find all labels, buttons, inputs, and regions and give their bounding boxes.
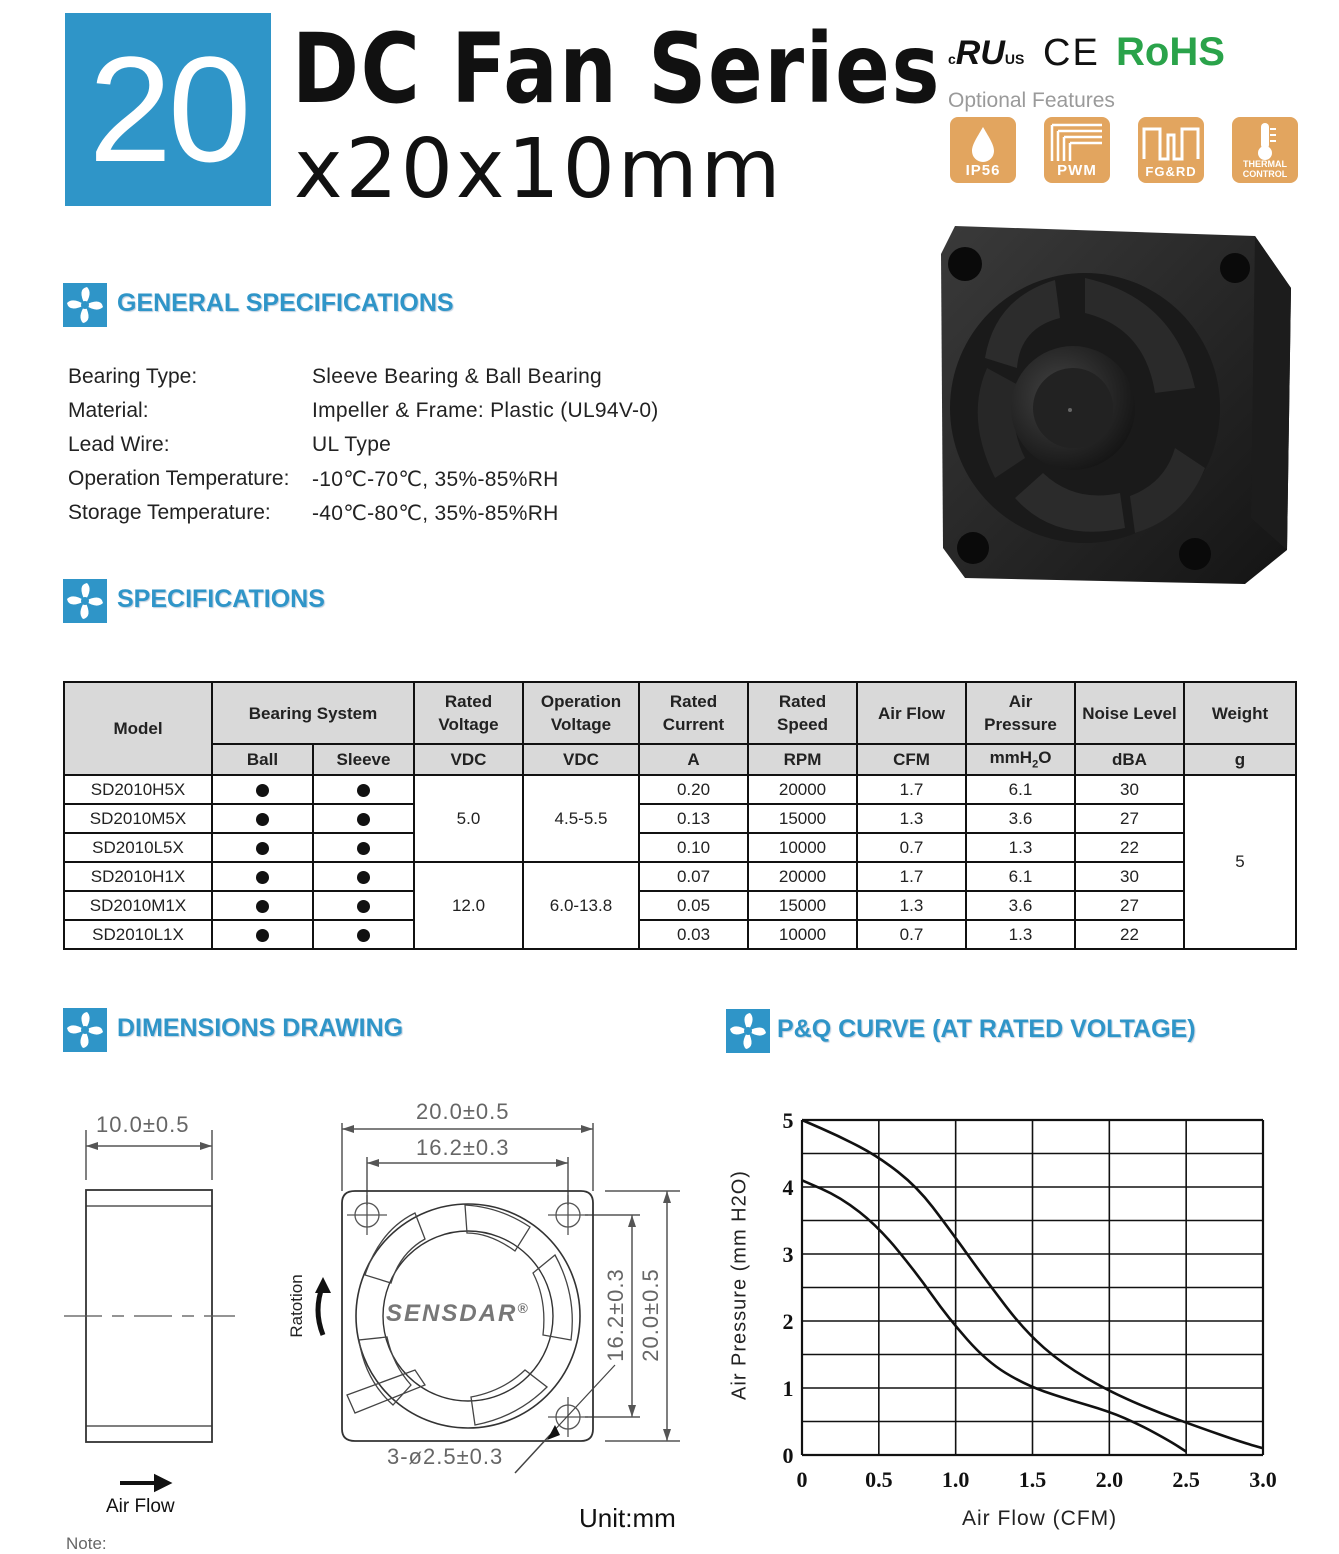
feature-thermal-control: THERMAL CONTROL [1232, 117, 1298, 183]
op-voltage-12v: 6.0-13.8 [523, 862, 639, 949]
bullet-icon [256, 871, 269, 884]
header-noise-level: Noise Level [1075, 682, 1184, 744]
ul-certification: cRUUS [948, 34, 1025, 72]
fan-icon [726, 1009, 770, 1053]
rated-voltage-5v: 5.0 [414, 775, 523, 862]
bullet-icon [256, 929, 269, 942]
bullet-icon [357, 784, 370, 797]
header-weight: Weight [1184, 682, 1296, 744]
hole-spacing-dimension: 16.2±0.3 [416, 1135, 510, 1160]
section-general-specifications [63, 283, 523, 327]
table-row: SD2010H1X 12.0 6.0-13.8 0.07 20000 1.7 6.1 30 [64, 862, 1296, 891]
rated-voltage-12v: 12.0 [414, 862, 523, 949]
section-title: DIMENSIONS DRAWING [117, 1014, 404, 1042]
hole-spacing-vertical-dimension: 16.2±0.3 [603, 1268, 628, 1362]
size-badge: 20 [65, 13, 271, 206]
section-title: GENERAL SPECIFICATIONS [117, 289, 454, 317]
fan-icon [63, 1008, 107, 1052]
op-voltage-5v: 4.5-5.5 [523, 775, 639, 862]
chart-x-label: Air Flow (CFM) [962, 1507, 1118, 1530]
y-tick-label: 0 [782, 1443, 794, 1468]
outer-height-dimension: 20.0±0.5 [638, 1268, 663, 1362]
bullet-icon [357, 842, 370, 855]
side-view-drawing [60, 1100, 250, 1500]
feature-fgrd: FG&RD [1138, 117, 1204, 183]
header-operation-voltage: Operation Voltage [523, 682, 639, 744]
y-tick-label: 3 [782, 1242, 794, 1267]
section-title: P&Q CURVE (AT RATED VOLTAGE) [777, 1015, 1196, 1043]
x-tick-label: 2.5 [1172, 1467, 1200, 1492]
brand-logo: SENSDAR® [386, 1300, 530, 1327]
mounting-holes-dimension: 3-ø2.5±0.3 [387, 1444, 504, 1469]
header-air-flow: Air Flow [857, 682, 966, 744]
table-row: SD2010L1X 0.03 10000 0.7 1.3 22 [64, 920, 1296, 949]
chart-ticks [783, 1108, 1277, 1492]
series-title: DC Fan Series [292, 13, 942, 125]
unit-weight: g [1184, 744, 1296, 775]
header-sleeve: Sleeve [313, 744, 414, 775]
section-dimensions-drawing [63, 1008, 483, 1052]
y-tick-label: 1 [782, 1376, 794, 1401]
bullet-icon [357, 813, 370, 826]
section-title: SPECIFICATIONS [117, 585, 325, 613]
unit-label: Unit:mm [579, 1503, 676, 1533]
bullet-icon [256, 842, 269, 855]
x-tick-label: 0 [796, 1467, 808, 1492]
fan-product-photo [925, 218, 1305, 590]
table-row: SD2010H5X 5.0 4.5-5.5 0.20 20000 1.7 6.1 30 5 [64, 775, 1296, 804]
y-tick-label: 5 [782, 1108, 794, 1133]
bullet-icon [256, 813, 269, 826]
bullet-icon [357, 929, 370, 942]
x-tick-label: 1.0 [941, 1467, 970, 1492]
rohs-certification: RoHS [1116, 30, 1225, 74]
weight-value: 5 [1184, 775, 1296, 949]
table-row: SD2010M5X 0.13 15000 1.3 3.6 27 [64, 804, 1296, 833]
fan-icon [63, 579, 107, 623]
section-pq-curve [726, 1009, 1246, 1053]
section-specifications [63, 579, 423, 623]
header-ball: Ball [212, 744, 313, 775]
header-model: Model [64, 682, 212, 775]
header-rated-voltage: Rated Voltage [414, 682, 523, 744]
fan-icon [63, 283, 107, 327]
x-tick-label: 1.5 [1018, 1467, 1047, 1492]
side-width-dimension: 10.0±0.5 [96, 1112, 190, 1137]
header-bearing-system: Bearing System [212, 682, 414, 744]
x-tick-label: 0.5 [865, 1467, 893, 1492]
table-row: SD2010L5X 0.10 10000 0.7 1.3 22 [64, 833, 1296, 862]
bullet-icon [357, 900, 370, 913]
note-label: Note: [66, 1534, 107, 1553]
unit-voltage: VDC [414, 744, 523, 775]
bullet-icon [256, 784, 269, 797]
chart-grid [802, 1120, 1263, 1455]
specifications-table [63, 681, 1297, 950]
unit-airflow: CFM [857, 744, 966, 775]
bullet-icon [256, 900, 269, 913]
airflow-direction-label: Air Flow [106, 1496, 175, 1517]
dimensions-title: x20x10mm [294, 122, 784, 217]
x-tick-label: 3.0 [1249, 1467, 1277, 1492]
header-rated-current: Rated Current [639, 682, 748, 744]
feature-ip56: IP56 [950, 117, 1016, 183]
optional-features-label: Optional Features [948, 89, 1115, 112]
pq-curve-chart [760, 1100, 1300, 1500]
chart-y-label: Air Pressure (mm H2O) [728, 1170, 751, 1400]
y-tick-label: 2 [782, 1309, 794, 1334]
table-row: SD2010M1X 0.05 15000 1.3 3.6 27 [64, 891, 1296, 920]
y-tick-label: 4 [782, 1175, 794, 1200]
feature-pwm: PWM [1044, 117, 1110, 183]
outer-width-dimension: 20.0±0.5 [416, 1099, 510, 1124]
unit-pressure: mmH$_2$O [966, 744, 1075, 775]
unit-speed: RPM [748, 744, 857, 775]
unit-op-voltage: VDC [523, 744, 639, 775]
header-air-pressure: Air Pressure [966, 682, 1075, 744]
unit-noise: dBA [1075, 744, 1184, 775]
unit-current: A [639, 744, 748, 775]
bullet-icon [357, 871, 370, 884]
x-tick-label: 2.0 [1095, 1467, 1124, 1492]
rotation-label: Ratotion [287, 1274, 306, 1338]
ce-certification: CE [1043, 32, 1100, 74]
header-rated-speed: Rated Speed [748, 682, 857, 744]
